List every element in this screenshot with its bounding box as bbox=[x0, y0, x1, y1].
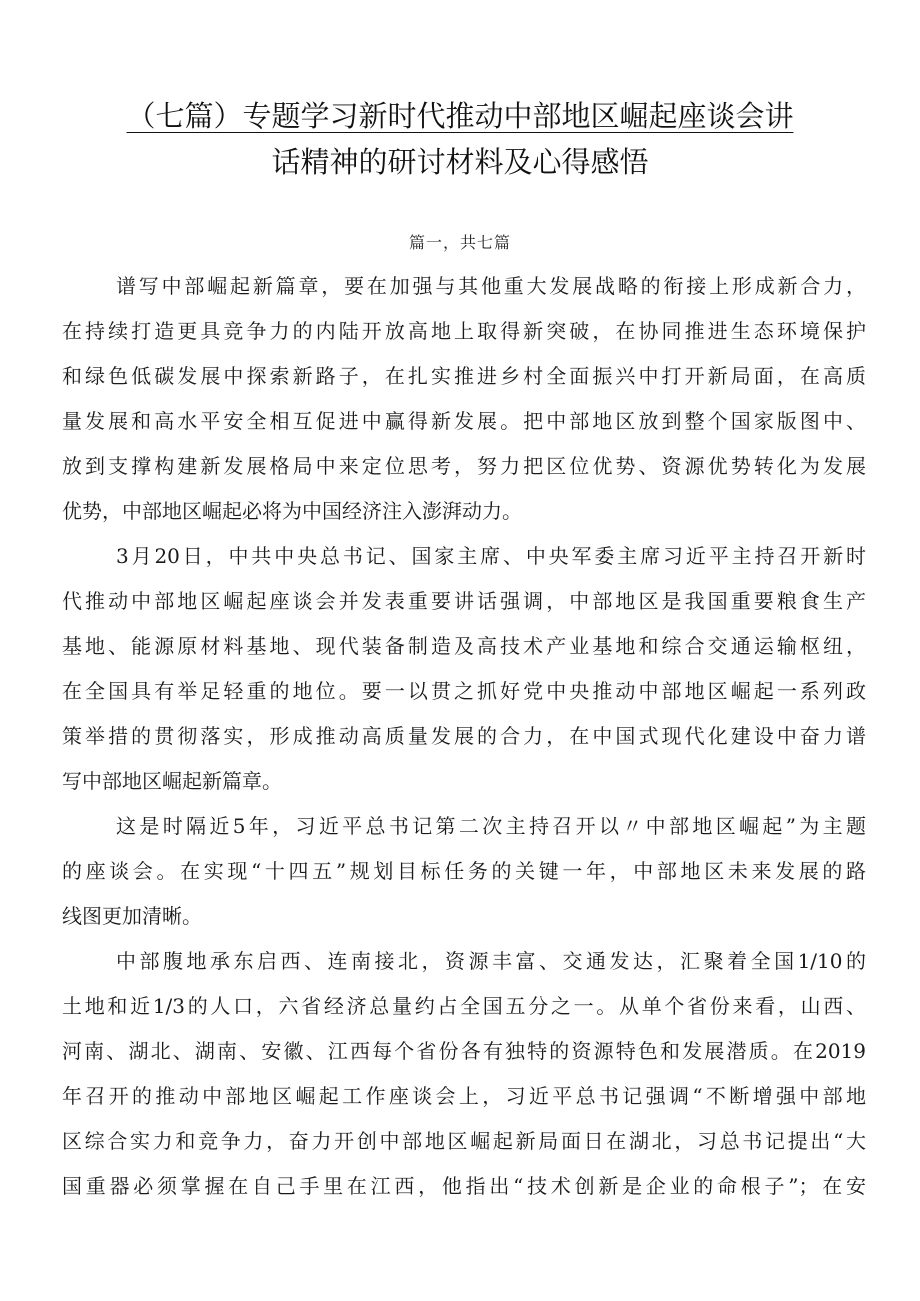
body-line: 中部腹地承东启西、连南接北，资源丰富、交通发达，汇聚着全国1/10的 bbox=[116, 949, 866, 973]
body-line: 写中部地区崛起新篇章。 bbox=[62, 769, 282, 793]
body-line: 谱写中部崛起新篇章，要在加强与其他重大发展战略的衔接上形成新合力， bbox=[116, 274, 866, 298]
body-line: 河南、湖北、湖南、安徽、江西每个省份各有独特的资源特色和发展潜质。在2019 bbox=[62, 1039, 866, 1063]
body-line: 代推动中部地区崛起座谈会并发表重要讲话强调，中部地区是我国重要粮食生产 bbox=[62, 589, 866, 613]
body-line: 放到支撑构建新发展格局中来定位思考，努力把区位优势、资源优势转化为发展 bbox=[62, 454, 866, 478]
body-line: 策举措的贯彻落实，形成推动高质量发展的合力，在中国式现代化建设中奋力谱 bbox=[62, 724, 866, 748]
body-line: 3月20日，中共中央总书记、国家主席、中央军委主席习近平主持召开新时 bbox=[116, 544, 866, 568]
document-title-line-2: 话精神的研讨材料及心得感悟 bbox=[271, 145, 649, 179]
body-line: 国重器必须掌握在自己手里在江西，他指出“技术创新是企业的命根子”；在安 bbox=[62, 1174, 866, 1198]
body-line: 年召开的推动中部地区崛起工作座谈会上，习近平总书记强调“不断增强中部地 bbox=[62, 1084, 866, 1108]
body-line: 优势，中部地区崛起必将为中国经济注入澎湃动力。 bbox=[62, 499, 522, 523]
body-line: 线图更加清晰。 bbox=[62, 904, 202, 928]
body-line: 基地、能源原材料基地、现代装备制造及高技术产业基地和综合交通运输枢纽， bbox=[62, 634, 866, 658]
document-title-line-1: （七篇）专题学习新时代推动中部地区崛起座谈会讲 bbox=[126, 99, 794, 133]
section-heading: 篇一，共七篇 bbox=[408, 233, 511, 252]
document-body bbox=[62, 264, 866, 1209]
body-line: 区综合实力和竞争力，奋力开创中部地区崛起新局面日在湖北，习总书记提出“大 bbox=[62, 1129, 866, 1153]
body-line: 在全国具有举足轻重的地位。要一以贯之抓好党中央推动中部地区崛起一系列政 bbox=[62, 679, 866, 703]
body-line: 土地和近1/3的人口，六省经济总量约占全国五分之一。从单个省份来看，山西、 bbox=[62, 994, 866, 1018]
body-line: 量发展和高水平安全相互促进中赢得新发展。把中部地区放到整个国家版图中、 bbox=[62, 409, 866, 433]
body-line: 和绿色低碳发展中探索新路子，在扎实推进乡村全面振兴中打开新局面，在高质 bbox=[62, 364, 866, 388]
body-line: 的座谈会。在实现“十四五”规划目标任务的关键一年，中部地区未来发展的路 bbox=[62, 859, 866, 883]
body-line: 在持续打造更具竞争力的内陆开放高地上取得新突破，在协同推进生态环境保护 bbox=[62, 319, 866, 343]
body-line: 这是时隔近5年，习近平总书记第二次主持召开以〃中部地区崛起”为主题 bbox=[116, 814, 866, 838]
